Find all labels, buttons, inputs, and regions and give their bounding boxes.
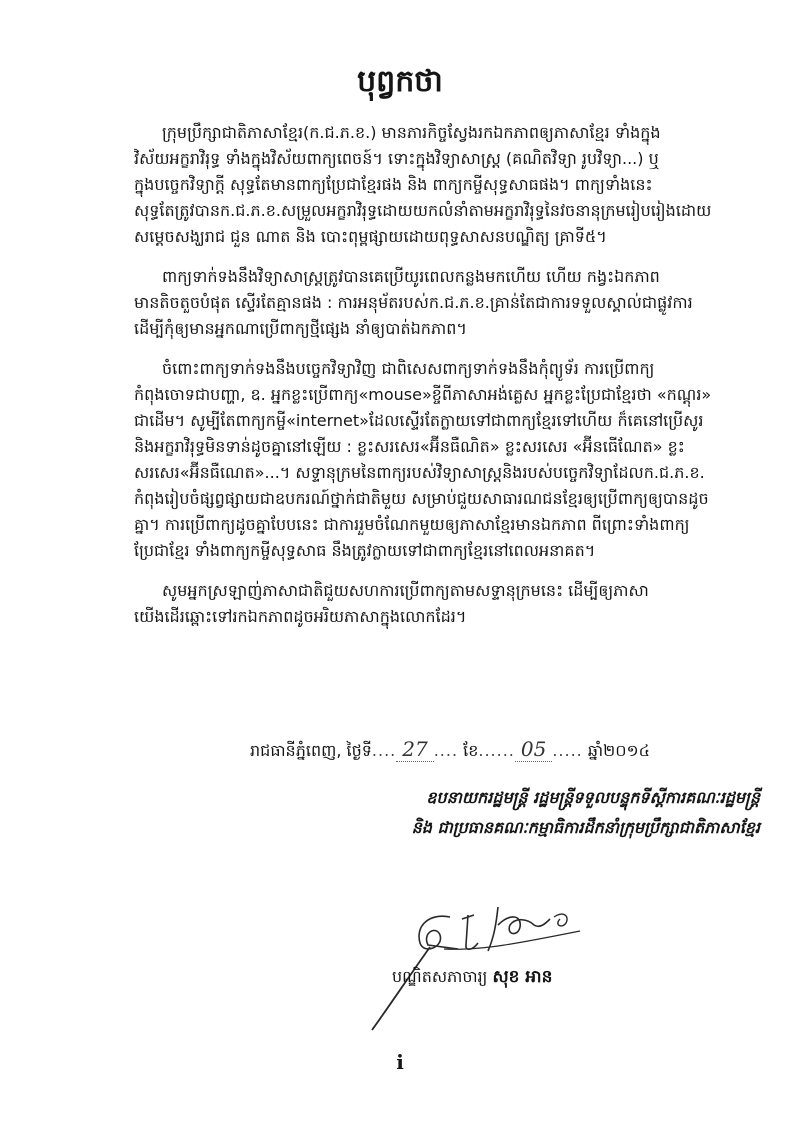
preface-body	[134, 120, 750, 644]
text-line: សរសេរ«អ៊ីនធឺណេត»...។ សទ្ទានុក្រមនៃពាក្យរបស់វិទ្យាសាស្ត្រនិងរបស់បច្ចេកវិទ្យាដែលក.ជ.ភ.ខ.	[134, 463, 705, 482]
paragraph-1	[134, 120, 750, 250]
text-line: និងអក្ខរាវិរុទ្ធមិនទាន់ដូចគ្នានៅឡើយ : ខ្លះសរសេរ«អ៊ីនធឺណិត» ខ្លះសរសេរ «អ៊ីនធើណែត» ខ្លះ	[134, 437, 685, 456]
text-line: ក្នុងបច្ចេកវិទ្យាក្តី សុទ្ធតែមានពាក្យប្រែជាខ្មែរផង និង ពាក្យកម្ចីសុទ្ធសាធផង។ ពាក្យទាំងនេះ	[134, 175, 653, 194]
paragraph-3	[134, 356, 750, 564]
signer-name: សុខ អាន	[492, 967, 553, 987]
text-line: គ្នា។ ការប្រើពាក្យដូចគ្នាបែបនេះ ជាការរួមចំណែកមួយឲ្យភាសាខ្មែរមានឯកភាព ពីព្រោះទាំងពាក្យ	[134, 515, 690, 534]
text-line: យើងដើរឆ្ពោះទៅរកឯកភាពដូចអរិយភាសាក្នុងលោកដែរ។	[134, 607, 467, 626]
paragraph-2	[134, 264, 750, 342]
signatory-title-line-1: ឧបនាយករដ្ឋមន្ត្រី រដ្ឋមន្ត្រីទទួលបន្ទុកទីស្តីការគណៈរដ្ឋមន្ត្រី	[426, 788, 760, 807]
date-month-label: ខែ	[463, 741, 479, 760]
text-line: វិស័យអក្ខរាវិរុទ្ធ ទាំងក្នុងវិស័យពាក្យពេចន៍។ ទោះក្នុងវិទ្យាសាស្ត្រ (គណិតវិទ្យា រូបវិទ្យា...) ឬ	[134, 149, 659, 168]
text-line: សូមអ្នកស្រឡាញ់ភាសាជាតិជួយសហការប្រើពាក្យតាមសទ្ទានុក្រមនេះ ដើម្បីឲ្យភាសា	[162, 581, 649, 600]
handwritten-signature	[370, 885, 610, 1035]
signer-rank: បណ្ឌិតសភាចារ្យ	[392, 967, 488, 986]
text-line: ពាក្យទាក់ទងនឹងវិទ្យាសាស្ត្រត្រូវបានគេប្រើយូរពេលកន្លងមកហើយ ហើយ កង្វះឯកភាព	[162, 267, 660, 286]
signer	[392, 964, 552, 990]
paragraph-4	[134, 578, 750, 630]
text-line: សម្តេចសង្ឃរាជ ជួន ណាត និង បោះពុម្ពផ្សាយដោយពុទ្ធសាសនបណ្ឌិត្យ គ្រាទី៥។	[134, 227, 607, 246]
page-number: i	[396, 1050, 404, 1074]
signatory-title-line-2: និង ជាប្រធានគណៈកម្មាធិការដឹកនាំក្រុមប្រឹក្សាជាតិភាសាខ្មែរ	[411, 818, 760, 837]
page-title: បុព្វកថា	[357, 64, 443, 99]
text-line: សុទ្ធតែត្រូវបានក.ជ.ភ.ខ.សម្រួលអក្ខរាវិរុទ្ធដោយយកលំនាំតាមអក្ខរាវិរុទ្ធនៃវចនានុក្រមរៀបរៀងដោយ	[134, 201, 712, 220]
date-month: 05	[515, 737, 552, 762]
text-line: ក្រុមប្រឹក្សាជាតិភាសាខ្មែរ(ក.ជ.ភ.ខ.) មានភារកិច្ចស្វែងរកឯកភាពឲ្យភាសាខ្មែរ ទាំងក្នុង	[162, 123, 661, 142]
text-line: កំពុងចោទជាបញ្ហា, ឧ. អ្នកខ្លះប្រើពាក្យ«mouse»ខ្ចីពីភាសាអង់គ្លេស អ្នកខ្លះប្រែជាខ្មែរថា «កណ្តុរ»	[134, 385, 712, 404]
text-line: ដើម្បីកុំឲ្យមានអ្នកណាប្រើពាក្យថ្មីផ្សេង នាំឲ្យបាត់ឯកភាព។	[134, 319, 467, 338]
text-line: ជាដើម។ សូម្បីតែពាក្យកម្ចី«internet»ដែលស្ទើរតែក្លាយទៅជាពាក្យខ្មែរទៅហើយ ក៏គេនៅប្រើសូរ	[134, 411, 704, 430]
date-day: 27	[396, 737, 433, 762]
text-line: មានតិចតួចបំផុត ស្ទើរតែគ្មានផង : ការអនុម័តរបស់ក.ជ.ភ.ខ.គ្រាន់តែជាការទទួលស្គាល់ជាផ្លូវការ	[134, 293, 693, 312]
text-line: កំពុងរៀបចំផ្សព្វផ្សាយជាឧបករណ៍ថ្នាក់ជាតិមួយ សម្រាប់ជួយសាធារណជនខ្មែរឲ្យប្រើពាក្យឲ្យបានដូច	[134, 489, 709, 508]
date-year: ឆ្នាំ២០១៤	[587, 741, 650, 760]
date-line: រាជធានីភ្នំពេញ, ថ្ងៃទី.... 27 .... ខែ...... 05 ..... ឆ្នាំ២០១៤	[250, 737, 650, 761]
date-place: រាជធានីភ្នំពេញ, ថ្ងៃទី	[250, 741, 372, 760]
text-line: ចំពោះពាក្យទាក់ទងនឹងបច្ចេកវិទ្យាវិញ ជាពិសេសពាក្យទាក់ទងនឹងកុំព្យូទ័រ ការប្រើពាក្យ	[162, 359, 655, 378]
text-line: ប្រែជាខ្មែរ ទាំងពាក្យកម្ចីសុទ្ធសាធ នឹងត្រូវក្លាយទៅជាពាក្យខ្មែរនៅពេលអនាគត។	[134, 541, 596, 560]
